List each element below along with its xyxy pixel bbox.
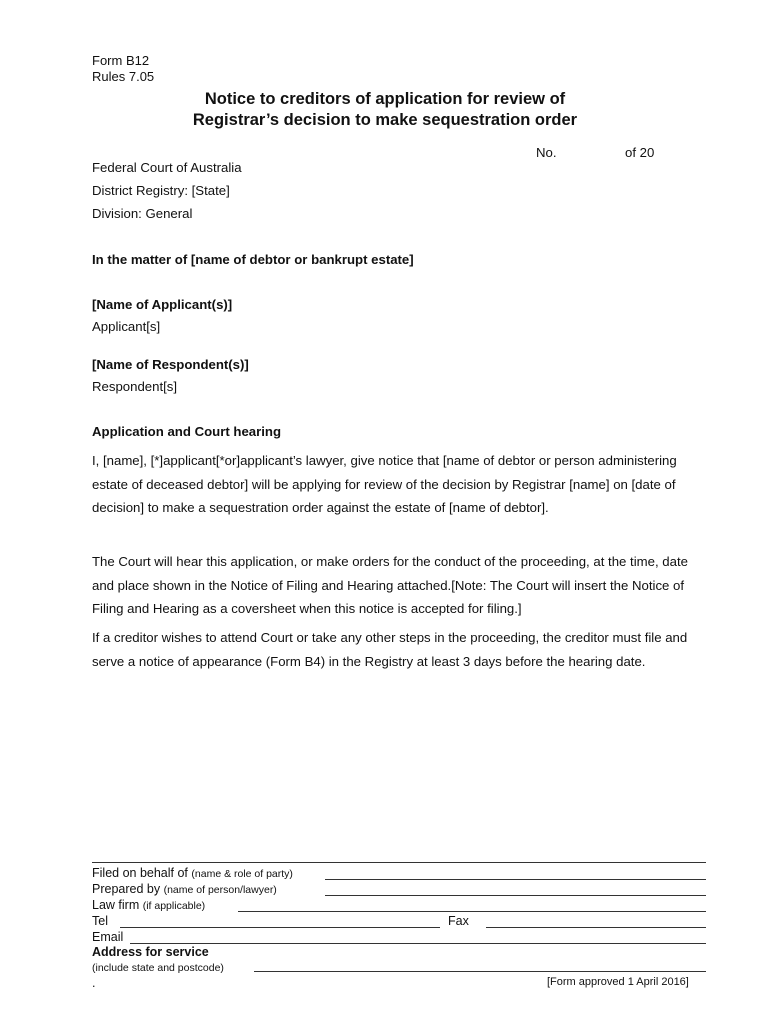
- respondent-role: Respondent[s]: [92, 379, 178, 394]
- prepared-by-label: Prepared by (name of person/lawyer): [92, 882, 277, 896]
- matter-heading: In the matter of [name of debtor or bankrupt estate]: [92, 252, 414, 267]
- address-field[interactable]: [254, 971, 706, 972]
- email-label: Email: [92, 930, 124, 944]
- respondent-name: [Name of Respondent(s)]: [92, 357, 249, 372]
- fax-label: Fax: [448, 914, 469, 928]
- paragraph-hearing: The Court will hear this application, or make orders for the conduct of the proceeding, at the time, date and place shown in the Notice of Filing and Hearing attached.[Note: The Court will insert the Notice of Filing and Hearing as a coversheet when this notice is accepted for filing.]: [92, 554, 688, 616]
- law-firm-label: Law firm (if applicable): [92, 898, 206, 912]
- filed-on-behalf-label: Filed on behalf of (name & role of party): [92, 866, 293, 880]
- applicant-name: [Name of Applicant(s)]: [92, 297, 233, 312]
- fax-field[interactable]: [486, 927, 706, 928]
- court-name: Federal Court of Australia: [92, 160, 242, 175]
- footer-dot: .: [92, 976, 96, 990]
- address-for-service-label: Address for service: [92, 945, 209, 959]
- form-approval-note: [Form approved 1 April 2016]: [547, 976, 689, 988]
- prepared-by-field[interactable]: [325, 895, 706, 896]
- tel-label: Tel: [92, 914, 108, 928]
- law-firm-field[interactable]: [238, 911, 706, 912]
- paragraph-creditor: If a creditor wishes to attend Court or take any other steps in the proceeding, the creditor must file and serve a notice of appearance (Form B4) in the Registry at least 3 days before the hearing date.: [92, 630, 688, 669]
- rules-reference: Rules 7.05: [92, 69, 155, 84]
- form-number: Form B12: [92, 53, 150, 68]
- applicant-role: Applicant[s]: [92, 319, 161, 334]
- address-note: (include state and postcode): [92, 962, 224, 974]
- case-no-label: No.: [536, 145, 557, 160]
- filed-on-behalf-field[interactable]: [325, 879, 706, 880]
- district-registry: District Registry: [State]: [92, 183, 230, 198]
- footer-top-rule: [92, 862, 706, 863]
- case-year-label: of 20: [625, 145, 655, 160]
- page-title-line1: Notice to creditors of application for review of: [204, 90, 566, 108]
- page-title-line2: Registrar’s decision to make sequestration order: [192, 111, 578, 129]
- division: Division: General: [92, 206, 193, 221]
- tel-field[interactable]: [120, 927, 440, 928]
- section-heading: Application and Court hearing: [92, 424, 282, 439]
- paragraph-notice: I, [name], [*]applicant[*or]applicant’s lawyer, give notice that [name of debtor or person administering estate of deceased debtor] will be applying for review of the decision by Registrar [name] on [date of decision] to make a sequestration order against the estate of [name of debtor].: [92, 453, 677, 515]
- email-field[interactable]: [130, 943, 706, 944]
